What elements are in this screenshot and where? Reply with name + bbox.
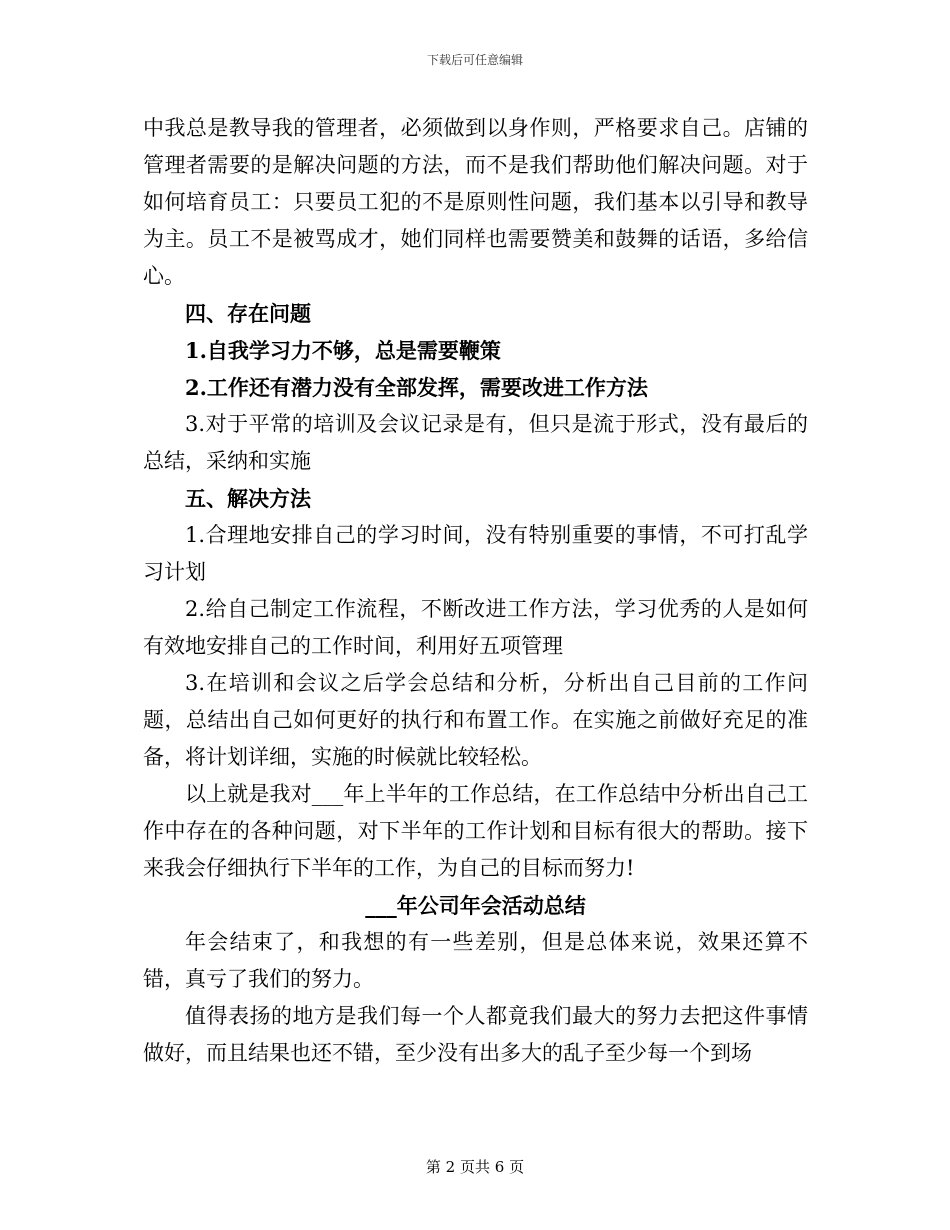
document-body [143,110,808,1072]
paragraph-management: 中我总是教导我的管理者，必须做到以身作则，严格要求自己。店铺的管理者需要的是解决问题的方法，而不是我们帮助他们解决问题。对于如何培育员工：只要员工犯的不是原则性问题，我们基本以引导和教导为主。员工不是被骂成才，她们同样也需要赞美和鼓舞的话语，多给信心。 [143,116,808,288]
paragraph-annual-meeting-2: 值得表扬的地方是我们每一个人都竟我们最大的努力去把这件事情做好，而且结果也还不错，至少没有出多大的乱子至少每一个到场 [143,1004,808,1065]
document-title-annual-meeting: ___年公司年会活动总结 [365,893,586,918]
paragraph-conclusion: 以上就是我对___年上半年的工作总结，在工作总结中分析出自己工作中存在的各种问题，对下半年的工作计划和目标有很大的帮助。接下来我会仔细执行下半年的工作，为自己的目标而努力! [143,782,808,880]
paragraph-annual-meeting-1: 年会结束了，和我想的有一些差别，但是总体来说，效果还算不错，真亏了我们的努力。 [143,930,808,991]
solution-item-3: 3.在培训和会议之后学会总结和分析，分析出自己目前的工作问题，总结出自己如何更好的执行和布置工作。在实施之前做好充足的准备，将计划详细，实施的时候就比较轻松。 [143,671,808,769]
problem-item-3: 3.对于平常的培训及会议记录是有，但只是流于形式，没有最后的总结，采纳和实施 [143,412,808,473]
section-heading-problems: 四、存在问题 [185,301,311,326]
solution-item-1: 1.合理地安排自己的学习时间，没有特别重要的事情，不可打乱学习计划 [143,523,808,584]
page-header: 下载后可任意编辑 [426,53,523,67]
page-number-footer: 第 2 页共 6 页 [425,1158,525,1176]
problem-item-2: 2.工作还有潜力没有全部发挥，需要改进工作方法 [185,375,648,400]
section-heading-solutions: 五、解决方法 [185,486,311,511]
solution-item-2: 2.给自己制定工作流程，不断改进工作方法，学习优秀的人是如何有效地安排自己的工作时间，利用好五项管理 [143,597,808,658]
problem-item-1: 1.自我学习力不够，总是需要鞭策 [185,338,501,363]
